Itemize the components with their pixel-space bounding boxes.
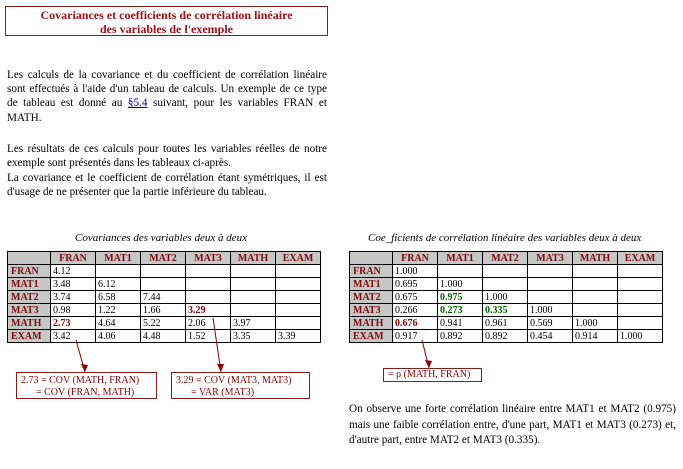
table-cell: 2.06 xyxy=(186,317,231,330)
table-cell: 4.48 xyxy=(141,330,186,343)
table-cell: 3.39 xyxy=(276,330,321,343)
table-cell: 6.58 xyxy=(96,291,141,304)
table-cell: 1.000 xyxy=(483,291,528,304)
covariance-table-caption: Covariances des variables deux à deux xyxy=(75,232,247,244)
table-cell: 3.29 xyxy=(186,304,231,317)
table-cell: 4.12 xyxy=(51,265,96,278)
row-header-mat3: MAT3 xyxy=(8,304,51,317)
table-cell: 1.000 xyxy=(618,330,663,343)
column-header-exam: EXAM xyxy=(276,252,321,265)
table-cell: 0.335 xyxy=(483,304,528,317)
table-cell: 0.892 xyxy=(483,330,528,343)
row-header-math: MATH xyxy=(8,317,51,330)
table-cell: 0.914 xyxy=(573,330,618,343)
table-cell: 1.52 xyxy=(186,330,231,343)
cov-math-fran-note: 2.73 = COV (MATH, FRAN) = COV (FRAN, MATH) xyxy=(16,372,157,399)
table-cell: 0.273 xyxy=(438,304,483,317)
conclusion-paragraph: On observe une forte corrélation linéaire entre MAT1 et MAT2 (0.975) mais une faible corrélation entre, d'une part, MAT1 et MAT3 (0.273) et, d'autre part, entre MAT2 et MAT3 (0.335). xyxy=(349,403,676,447)
column-header-math: MATH xyxy=(231,252,276,265)
column-header-math: MATH xyxy=(573,252,618,265)
table-cell: 0.676 xyxy=(393,317,438,330)
row-header-exam: EXAM xyxy=(8,330,51,343)
table-cell: 3.48 xyxy=(51,278,96,291)
row-header-fran: FRAN xyxy=(350,265,393,278)
table-cell: 3.97 xyxy=(231,317,276,330)
column-header-mat2: MAT2 xyxy=(141,252,186,265)
correlation-table-caption: Coe_ficients de corrélation linéaire des variables deux à deux xyxy=(368,232,642,244)
column-header-mat3: MAT3 xyxy=(528,252,573,265)
arrowhead-rho xyxy=(425,360,432,368)
table-cell: 0.569 xyxy=(528,317,573,330)
table-cell: 0.695 xyxy=(393,278,438,291)
table-cell: 1.000 xyxy=(393,265,438,278)
table-cell: 3.35 xyxy=(231,330,276,343)
column-header-exam: EXAM xyxy=(618,252,663,265)
table-cell: 0.454 xyxy=(528,330,573,343)
intro-paragraph-3: La covariance et le coefficient de corrélation étant symétriques, il est d'usage de ne présenter que la partie inférieure du tableau. xyxy=(7,172,327,199)
table-cell: 4.06 xyxy=(96,330,141,343)
column-header-fran: FRAN xyxy=(393,252,438,265)
row-header-mat1: MAT1 xyxy=(350,278,393,291)
table-cell: 1.22 xyxy=(96,304,141,317)
row-header-exam: EXAM xyxy=(350,330,393,343)
arrowhead-var-mat3 xyxy=(217,364,224,372)
section-5-4-link[interactable]: §5.4 xyxy=(127,97,148,110)
row-header-mat3: MAT3 xyxy=(350,304,393,317)
column-header-mat3: MAT3 xyxy=(186,252,231,265)
table-cell: 0.975 xyxy=(438,291,483,304)
column-header-mat1: MAT1 xyxy=(96,252,141,265)
row-header-fran: FRAN xyxy=(8,265,51,278)
intro-text-before-link: Les calculs de la covariance et du coefficient de corrélation linéaire sont effectués à l'aide d'un tableau de calculs. Un exemple de ce type de tableau est donné au xyxy=(7,69,327,110)
row-header-math: MATH xyxy=(350,317,393,330)
rho-math-fran-note: = ρ (MATH, FRAN) xyxy=(383,368,482,382)
section-title-line1: Covariances et coefficients de corrélation linéaire xyxy=(40,8,293,22)
table-cell: 0.266 xyxy=(393,304,438,317)
table-cell: 0.917 xyxy=(393,330,438,343)
intro-paragraph-2: Les résultats de ces calculs pour toutes les variables réelles de notre exemple sont présentés dans les tableaux ci-après. xyxy=(7,143,327,170)
row-header-mat1: MAT1 xyxy=(8,278,51,291)
row-header-mat2: MAT2 xyxy=(8,291,51,304)
arrow-line-var-mat3 xyxy=(213,318,221,372)
table-cell: 1.000 xyxy=(573,317,618,330)
table-cell: 1.000 xyxy=(438,278,483,291)
column-header-mat1: MAT1 xyxy=(438,252,483,265)
table-cell: 0.98 xyxy=(51,304,96,317)
column-header-fran: FRAN xyxy=(51,252,96,265)
table-cell: 1.66 xyxy=(141,304,186,317)
table-cell: 0.961 xyxy=(483,317,528,330)
row-header-mat2: MAT2 xyxy=(350,291,393,304)
table-cell: 4.64 xyxy=(96,317,141,330)
table-cell: 0.892 xyxy=(438,330,483,343)
table-cell: 6.12 xyxy=(96,278,141,291)
column-header-mat2: MAT2 xyxy=(483,252,528,265)
table-cell: 7.44 xyxy=(141,291,186,304)
intro-text-after-link: suivant, pour les variables FRAN et MATH. xyxy=(7,97,327,124)
table-cell: 0.675 xyxy=(393,291,438,304)
table-cell: 3.42 xyxy=(51,330,96,343)
arrowhead-cov-fran xyxy=(81,364,88,372)
var-mat3-note: 3.29 = COV (MAT3, MAT3) = VAR (MAT3) xyxy=(171,372,310,399)
table-cell: 5.22 xyxy=(141,317,186,330)
table-cell: 3.74 xyxy=(51,291,96,304)
table-cell: 0.941 xyxy=(438,317,483,330)
table-cell: 1.000 xyxy=(528,304,573,317)
section-title-line2: des variables de l'exemple xyxy=(100,22,233,36)
table-cell: 2.73 xyxy=(51,317,96,330)
